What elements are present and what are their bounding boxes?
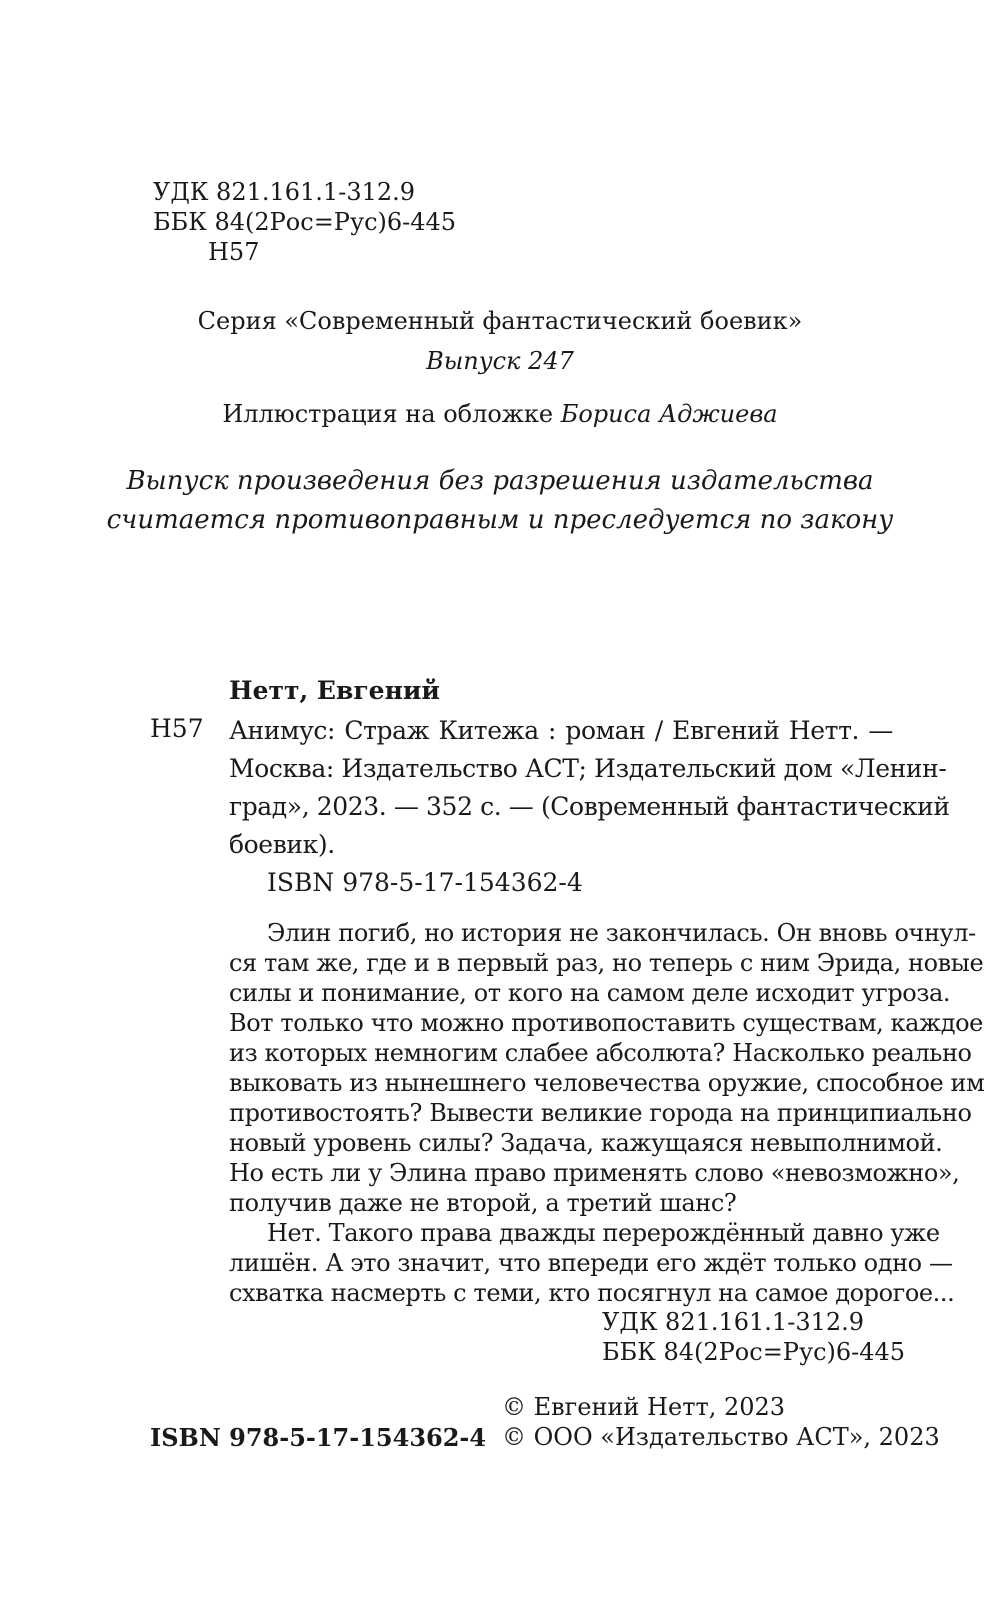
record-author: Нетт, Евгений	[229, 676, 440, 705]
illustration-artist: Бориса Аджиева	[560, 400, 778, 428]
record-isbn: ISBN 978-5-17-154362-4	[267, 868, 583, 897]
series-issue: Выпуск 247	[426, 347, 574, 375]
annotation	[229, 918, 985, 1308]
author-mark-top: Н57	[208, 238, 260, 266]
record-description-line: Москва: Издательство АСТ; Издательский дом «Ленин-	[229, 754, 947, 783]
annotation-line: новый уровень силы? Задача, кажущаяся невыполнимой.	[229, 1129, 943, 1157]
bbk-code-top: ББК 84(2Рос=Рус)6-445	[153, 208, 457, 236]
record-description-line: боевик).	[229, 830, 335, 859]
annotation-line: выковать из нынешнего человечества оружие, способное им	[229, 1069, 985, 1097]
bbk-code-bottom: ББК 84(2Рос=Рус)6-445	[602, 1338, 906, 1366]
record-description-line: град», 2023. — 352 с. — (Современный фантастический	[229, 792, 950, 821]
copyright-publisher: © ООО «Издательство АСТ», 2023	[502, 1423, 940, 1451]
annotation-line: противостоять? Вывести великие города на принципиально	[229, 1099, 972, 1127]
record-mark: Н57	[150, 714, 204, 743]
annotation-line: лишён. А это значит, что впереди его ждёт только одно —	[229, 1249, 953, 1277]
annotation-line: силы и понимание, от кого на самом деле исходит угроза.	[229, 979, 951, 1007]
annotation-line: схватка насмерть с теми, кто посягнул на самое дорогое...	[229, 1279, 955, 1307]
series-line: Серия «Современный фантастический боевик»	[197, 307, 803, 335]
record-description	[229, 712, 950, 864]
legal-notice-line-1: Выпуск произведения без разрешения издательства	[126, 466, 874, 496]
annotation-line: Вот только что можно противопоставить существам, каждое	[229, 1009, 983, 1037]
annotation-line: получив даже не второй, а третий шанс?	[229, 1189, 737, 1217]
annotation-line: Нет. Такого права дважды перерождённый давно уже	[267, 1219, 940, 1247]
udk-code-bottom: УДК 821.161.1-312.9	[602, 1308, 865, 1336]
illustration-credit	[0, 400, 1000, 428]
copyright-author: © Евгений Нетт, 2023	[502, 1393, 786, 1421]
annotation-line: из которых немногим слабее абсолюта? Насколько реально	[229, 1039, 972, 1067]
legal-notice-line-2: считается противоправным и преследуется по закону	[106, 505, 894, 535]
udk-code-top: УДК 821.161.1-312.9	[153, 178, 416, 206]
annotation-line: Элин погиб, но история не закончилась. Он вновь очнул-	[267, 919, 976, 947]
record-description-line: Анимус: Страж Китежа : роман / Евгений Нетт. —	[229, 716, 893, 745]
footer-isbn: ISBN 978-5-17-154362-4	[150, 1423, 487, 1452]
annotation-line: Но есть ли у Элина право применять слово «невозможно»,	[229, 1159, 960, 1187]
annotation-line: ся там же, где и в первый раз, но теперь с ним Эрида, новые	[229, 949, 984, 977]
illustration-prefix: Иллюстрация на обложке	[222, 400, 561, 428]
